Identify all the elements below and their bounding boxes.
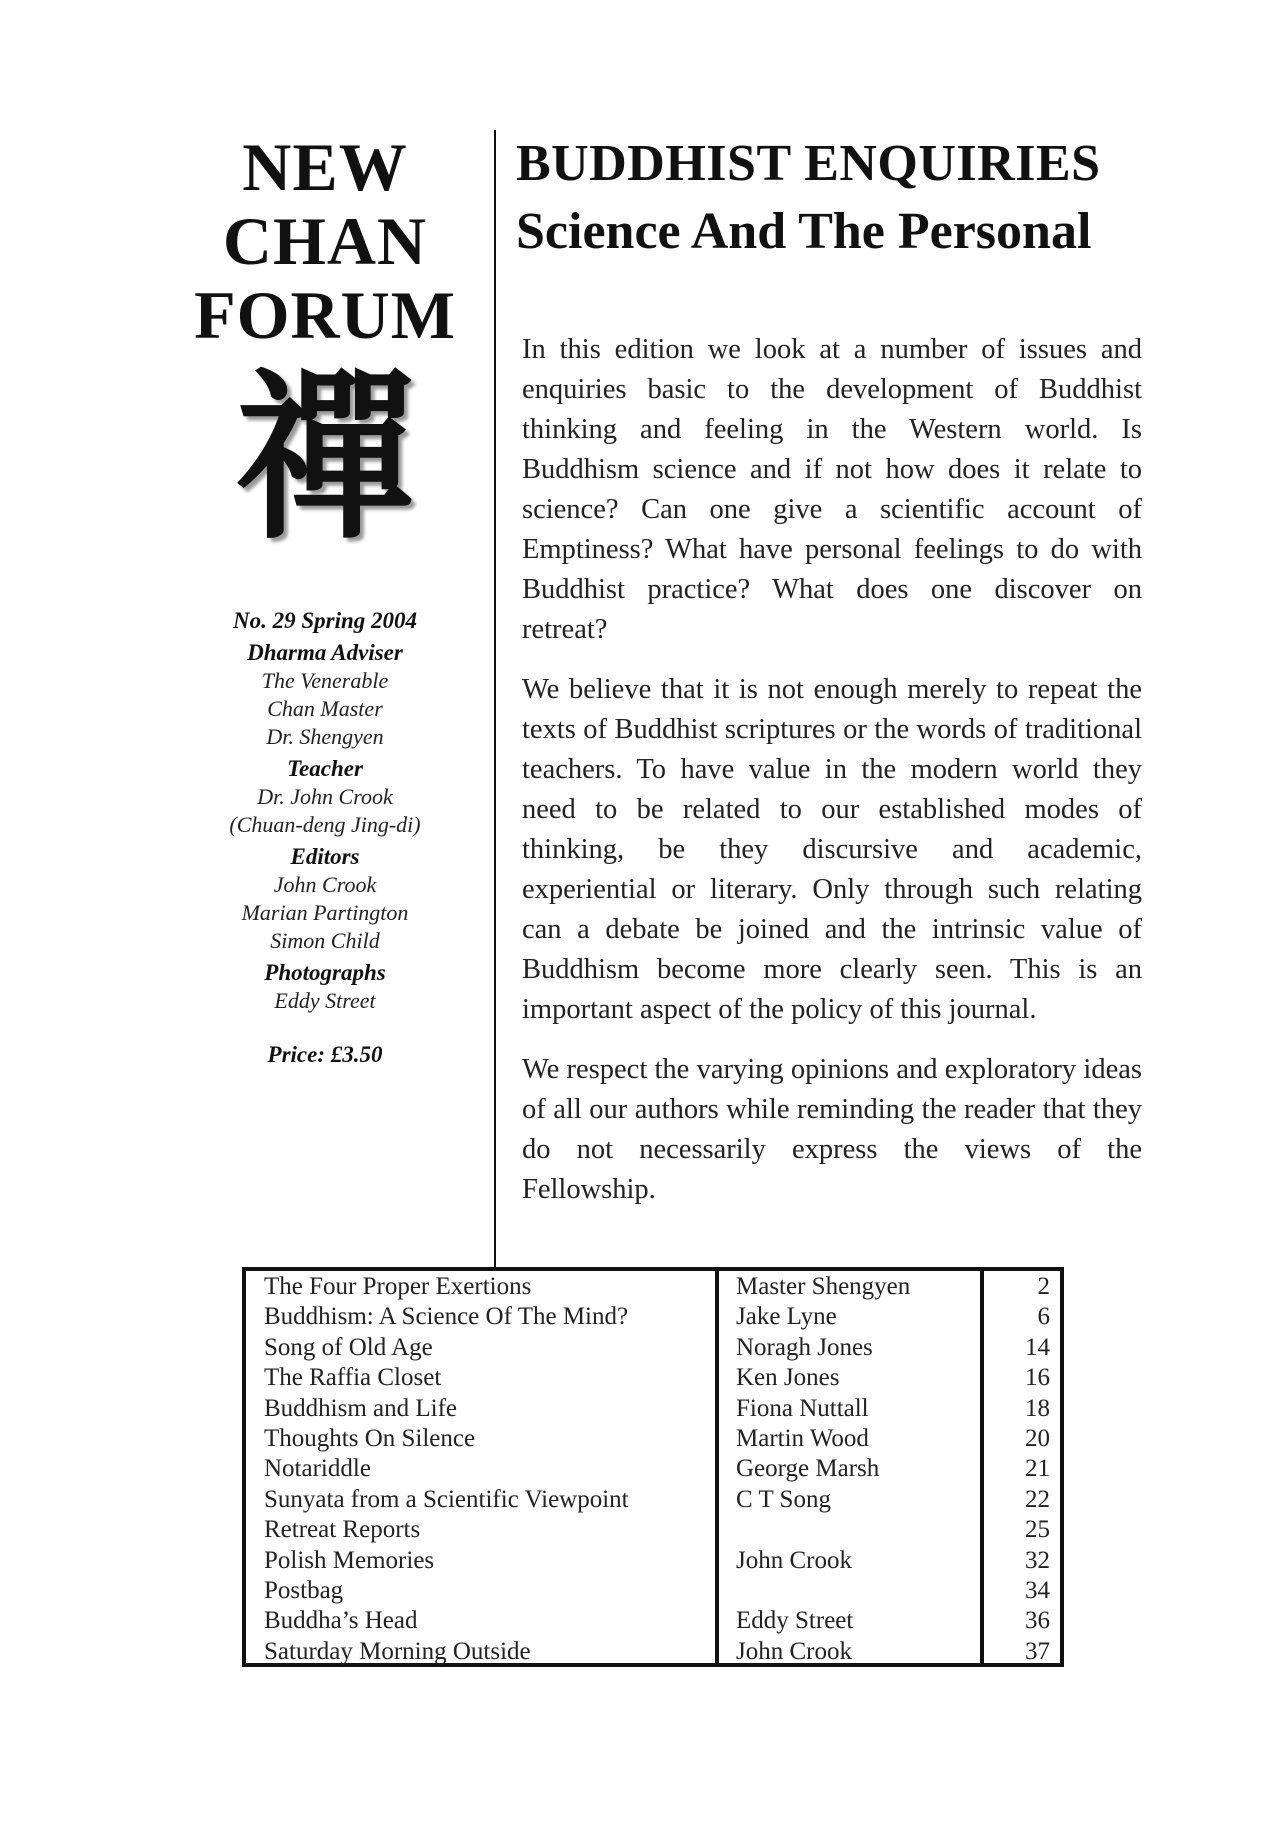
editor-name: John Crook	[273, 872, 377, 897]
dharma-adviser-line: Chan Master	[267, 696, 383, 721]
contents-article-author: Martin Wood	[736, 1424, 869, 1452]
contents-article-title: Notariddle	[264, 1455, 371, 1483]
contents-page-number: 21	[1025, 1455, 1050, 1483]
contents-article-title: Sunyata from a Scientific Viewpoint	[264, 1485, 629, 1513]
dharma-adviser-label: Dharma Adviser	[247, 640, 403, 665]
contents-page-number: 34	[1025, 1576, 1050, 1604]
photographs-group	[180, 959, 470, 1015]
editorial-text	[522, 330, 1142, 1230]
teacher-line: (Chuan-deng Jing-di)	[229, 812, 421, 837]
contents-row	[246, 1576, 1060, 1606]
photographer-name: Eddy Street	[274, 988, 376, 1013]
contents-row	[246, 1454, 1060, 1484]
contents-article-author: Master Shengyen	[736, 1273, 911, 1300]
column-divider	[494, 130, 496, 1270]
credits-block	[180, 605, 470, 1069]
masthead-title-line-1: NEW	[242, 129, 408, 205]
chan-calligraphy-logo: 禪	[234, 353, 415, 564]
contents-page-number: 2	[1037, 1273, 1050, 1300]
price-label: Price: £3.50	[267, 1042, 383, 1067]
contents-article-title: Thoughts On Silence	[264, 1424, 476, 1452]
editors-group	[180, 843, 470, 955]
contents-row	[246, 1485, 1060, 1515]
contents-article-title: Polish Memories	[264, 1546, 435, 1574]
contents-row	[246, 1302, 1060, 1332]
masthead	[180, 130, 470, 564]
contents-row	[246, 1333, 1060, 1363]
contents-article-title: Buddhism: A Science Of The Mind?	[264, 1303, 629, 1331]
contents-article-title: Song of Old Age	[264, 1333, 433, 1361]
contents-article-title: The Four Proper Exertions	[264, 1273, 532, 1300]
contents-page-number: 32	[1025, 1546, 1050, 1574]
contents-table	[242, 1267, 1064, 1667]
contents-article-author: C T Song	[736, 1485, 831, 1513]
contents-row	[246, 1272, 1060, 1302]
contents-article-author: John Crook	[736, 1546, 852, 1574]
dharma-adviser-line: The Venerable	[261, 668, 389, 693]
contents-article-author: John Crook	[736, 1637, 852, 1665]
contents-row	[246, 1363, 1060, 1393]
contents-article-author: Fiona Nuttall	[736, 1394, 869, 1422]
dharma-adviser-group	[180, 639, 470, 751]
contents-article-author: Eddy Street	[736, 1607, 854, 1635]
contents-row	[246, 1424, 1060, 1454]
contents-article-title: Postbag	[264, 1576, 344, 1604]
contents-page-number: 36	[1025, 1607, 1050, 1635]
contents-row	[246, 1546, 1060, 1576]
teacher-label: Teacher	[287, 756, 363, 781]
masthead-title-line-3: FORUM	[194, 277, 456, 353]
contents-page-number: 6	[1037, 1303, 1050, 1331]
photographs-label: Photographs	[264, 960, 386, 985]
contents-page-number: 16	[1025, 1364, 1050, 1392]
dharma-adviser-line: Dr. Shengyen	[266, 724, 384, 749]
contents-article-title: Buddhism and Life	[264, 1394, 458, 1422]
editors-label: Editors	[290, 844, 360, 869]
editor-name: Simon Child	[270, 928, 380, 953]
contents-article-author: Ken Jones	[736, 1364, 840, 1392]
contents-row	[246, 1515, 1060, 1545]
contents-page-number: 14	[1025, 1333, 1050, 1361]
contents-article-author: Jake Lyne	[736, 1303, 837, 1331]
headline-title: BUDDHIST ENQUIRIES	[516, 135, 1101, 192]
editorial-paragraph: In this edition we look at a number of issues and enquiries basic to the development of Buddhist thinking and feeling in the Western world. Is Buddhism science and if not how does it relate to science? Can one give a scientific account of Emptiness? What have personal feelings to do with Buddhist practice? What does one discover on retreat?	[522, 334, 1142, 645]
contents-article-title: Saturday Morning Outside	[264, 1637, 531, 1665]
contents-row	[246, 1637, 1060, 1667]
contents-article-title: Buddha’s Head	[264, 1607, 418, 1635]
editorial-paragraph: We respect the varying opinions and exploratory ideas of all our authors while reminding the reader that they do not necessarily express the views of the Fellowship.	[522, 1054, 1142, 1205]
contents-page-number: 20	[1025, 1424, 1050, 1452]
issue-label: No. 29 Spring 2004	[232, 608, 418, 633]
contents-row	[246, 1394, 1060, 1424]
contents-article-author: Noragh Jones	[736, 1333, 873, 1361]
masthead-title-line-2: CHAN	[222, 203, 428, 279]
contents-page-number: 25	[1025, 1516, 1050, 1544]
contents-row	[246, 1606, 1060, 1636]
contents-article-title: Retreat Reports	[264, 1516, 421, 1544]
contents-page-number: 18	[1025, 1394, 1050, 1422]
contents-article-title: The Raffia Closet	[264, 1364, 442, 1392]
contents-article-author: George Marsh	[736, 1455, 880, 1483]
editorial-paragraph: We believe that it is not enough merely to repeat the texts of Buddhist scriptures or the words of traditional teachers. To have value in the modern world they need to be related to our established modes of thinking, be they discursive and academic, experiential or literary. Only through such relating can a debate be joined and the intrinsic value of Buddhism become more clearly seen. This is an important aspect of the policy of this journal.	[522, 674, 1142, 1025]
contents-page-number: 22	[1025, 1485, 1050, 1513]
headline	[516, 130, 1156, 266]
teacher-group	[180, 755, 470, 839]
headline-subtitle: Science And The Personal	[516, 203, 1092, 260]
contents-page-number: 37	[1025, 1637, 1050, 1665]
contents-rows	[246, 1272, 1060, 1667]
teacher-line: Dr. John Crook	[257, 784, 393, 809]
editor-name: Marian Partington	[241, 900, 409, 925]
